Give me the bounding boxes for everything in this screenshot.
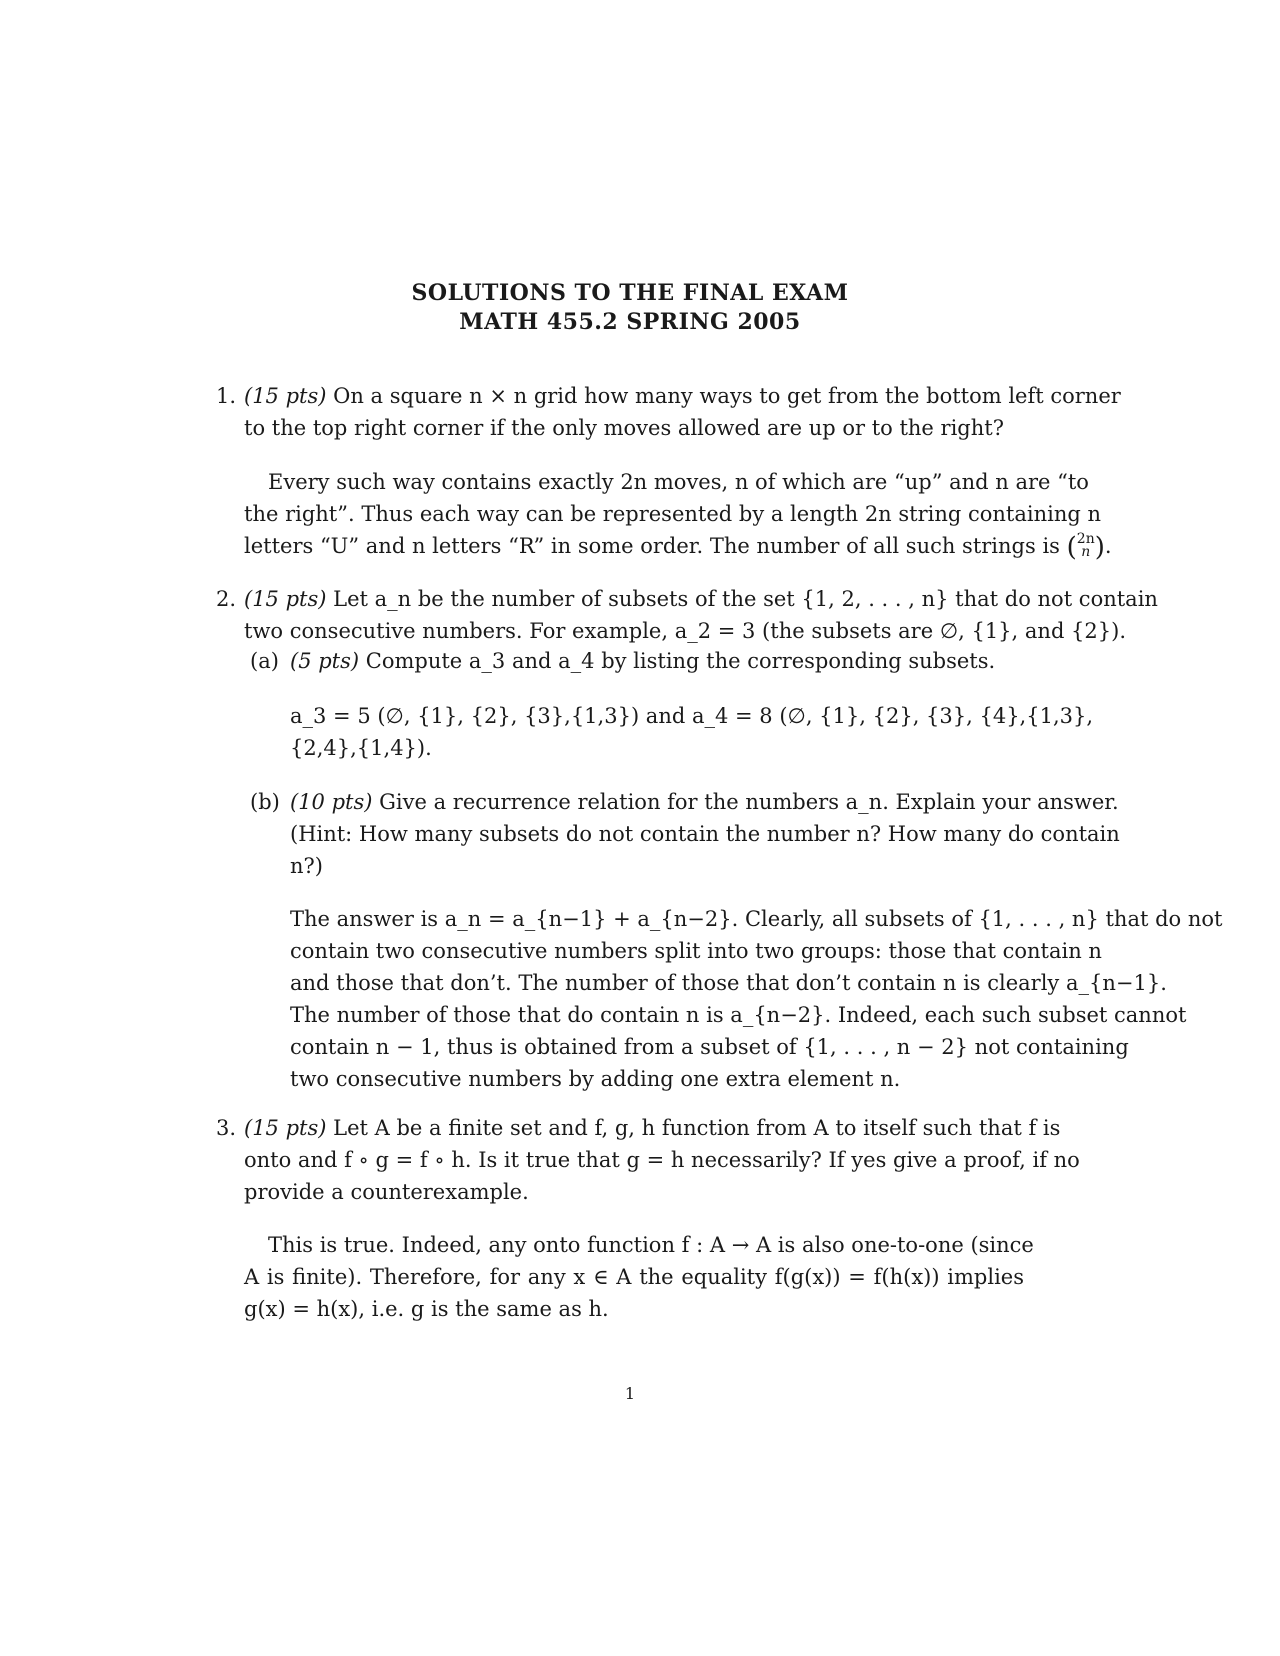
- exam-title: SOLUTIONS TO THE FINAL EXAM: [411, 280, 849, 306]
- solution-line: the right”. Thus each way can be represented by a length 2n string containing n: [244, 502, 1102, 526]
- problem-1-question-line: On a square n × n grid how many ways to get from the bottom left corner: [333, 384, 1121, 408]
- problem-2-number: 2.: [216, 587, 237, 611]
- problem-3-points: (15 pts): [244, 1116, 327, 1140]
- course-subtitle: MATH 455.2 SPRING 2005: [459, 309, 801, 335]
- solution-line: {2,4},{1,4}).: [290, 736, 432, 760]
- problem-2-question-line: Let a_n be the number of subsets of the set {1, 2, . . . , n} that do not contain: [333, 587, 1158, 611]
- solution-line: This is true. Indeed, any onto function f : A → A is also one-to-one (since: [268, 1233, 1034, 1257]
- problem-3-solution: [244, 1229, 1034, 1325]
- problem-1-solution: Every such way contains exactly 2n moves, n of which are “up” and n are “to the right”. Thus each way can be represented by a length 2n string containing n letters “U” and n letters “R” in some order. The number of all such strings is ( 2n n ).: [244, 466, 1024, 564]
- solution-line: and those that don’t. The number of those that don’t contain n is clearly a_{n−1}.: [290, 971, 1167, 995]
- problem-1-points: (15 pts): [244, 384, 327, 408]
- problem-1-number: 1.: [216, 384, 237, 408]
- solution-line: two consecutive numbers by adding one extra element n.: [290, 1067, 901, 1091]
- part-a-label: (a): [250, 649, 279, 673]
- part-b-question: (10 pts) Give a recurrence relation for the numbers a_n. Explain your answer. (Hint: How many subsets do not contain the number n? How many do contain n?): [290, 790, 1120, 878]
- problem-2-question-line: two consecutive numbers. For example, a_2 = 3 (the subsets are ∅, {1}, and {2}).: [244, 619, 1127, 643]
- page-number: 1: [624, 1384, 636, 1403]
- part-a-question: (5 pts) Compute a_3 and a_4 by listing the corresponding subsets.: [290, 649, 996, 673]
- problem-3-number: 3.: [216, 1116, 237, 1140]
- solution-line: The answer is a_n = a_{n−1} + a_{n−2}. Clearly, all subsets of {1, . . . , n} that do not: [290, 907, 1223, 931]
- solution-line: letters “U” and n letters “R” in some order. The number of all such strings is: [244, 534, 1060, 558]
- solution-line: g(x) = h(x), i.e. g is the same as h.: [244, 1297, 609, 1321]
- solution-line: a_3 = 5 (∅, {1}, {2}, {3},{1,3}) and a_4 = 8 (∅, {1}, {2}, {3}, {4},{1,3},: [290, 704, 1094, 728]
- solution-line: The number of those that do contain n is a_{n−2}. Indeed, each such subset cannot: [290, 1003, 1187, 1027]
- problem-1-question-line: to the top right corner if the only moves allowed are up or to the right?: [244, 416, 1004, 440]
- part-b-label: (b): [250, 790, 280, 814]
- problem-3-question: (15 pts) Let A be a finite set and f, g, h function from A to itself such that f is onto and f ∘ g = f ∘ h. Is it true that g = h necessarily? If yes give a proof, if no provide a counterexample.: [244, 1116, 1080, 1204]
- solution-line: contain n − 1, thus is obtained from a subset of {1, . . . , n − 2} not containing: [290, 1035, 1129, 1059]
- solution-line: contain two consecutive numbers split into two groups: those that contain n: [290, 939, 1102, 963]
- part-b-points: (10 pts): [290, 790, 373, 814]
- problem-2-points: (15 pts): [244, 587, 327, 611]
- part-b-solution: [290, 903, 1223, 1095]
- solution-line: Every such way contains exactly 2n moves, n of which are “up” and n are “to: [268, 470, 1089, 494]
- part-a-points: (5 pts): [290, 649, 360, 673]
- solution-line: A is finite). Therefore, for any x ∈ A the equality f(g(x)) = f(h(x)) implies: [244, 1265, 1024, 1289]
- problem-1-question: [244, 380, 1121, 444]
- problem-2-question: [244, 583, 1158, 647]
- binomial-coefficient: 2n n: [1076, 530, 1095, 560]
- part-a-solution: [290, 700, 1094, 764]
